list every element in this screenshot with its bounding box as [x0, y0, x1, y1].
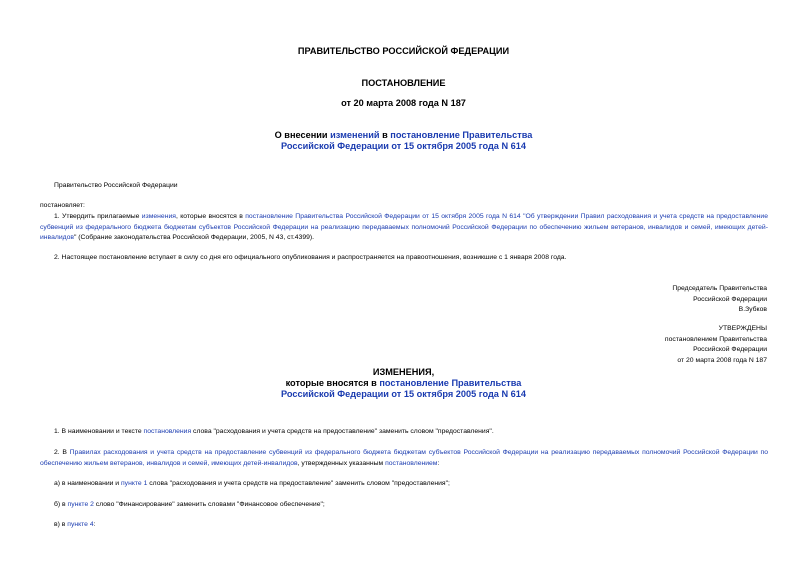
- change-item-v: [40, 520, 768, 531]
- government-heading: ПРАВИТЕЛЬСТВО РОССИЙСКОЙ ФЕДЕРАЦИИ: [297, 46, 510, 56]
- clause-1-link[interactable]: пункте 1: [120, 480, 148, 487]
- resolution-link[interactable]: постановлением: [385, 459, 438, 467]
- item-text: , утвержденных указанным: [297, 459, 386, 467]
- approval-block: [665, 324, 767, 366]
- item-text: б) в: [54, 501, 68, 508]
- subtitle-text: которые вносятся в: [285, 378, 380, 388]
- item-text: :: [93, 521, 96, 528]
- signature-block: [672, 284, 767, 316]
- change-item-b: [40, 500, 768, 511]
- subject-text: в: [379, 130, 391, 140]
- approval-line: Российской Федерации: [693, 346, 767, 353]
- resolution-link[interactable]: Российской Федерации от 15 октября 2005 года N 614: [281, 141, 526, 151]
- changes-link[interactable]: изменений: [330, 130, 380, 140]
- change-item-2: [40, 448, 768, 469]
- resolution-614-link[interactable]: постановление Правительства Российской Федерации от 15 октября 2005 года N 614 "Об утверждении Правил расходования и учета средств на предоставление субвенций из федерального бюджета бюджетам субъектов Российской Федерации на реализацию передаваемых полномочий Российской Федерации по обеспечению жильем ветеранов, инвалидов и семей, имеющих детей-инвалидов: [40, 213, 768, 241]
- item-text: слова "расходования и учета средств на предоставление" заменить словом "предоставления".: [191, 428, 494, 435]
- changes-heading: [0, 367, 807, 400]
- clause-2-link[interactable]: пункте 2: [67, 501, 94, 508]
- item-text: :: [437, 459, 440, 467]
- item-text: а) в наименовании и: [54, 480, 121, 487]
- paragraph-text: , которые вносятся в: [175, 213, 246, 220]
- approval-line: УТВЕРЖДЕНЫ: [718, 325, 767, 332]
- changes-link[interactable]: изменения: [141, 213, 176, 220]
- decrees-text: постановляет:: [40, 202, 85, 209]
- rules-link[interactable]: Правилах расходования и учета средств на предоставление субвенций из федерального бюджета бюджетам субъектов Российской Федерации на реализацию передаваемых полномочий Российской Федерации по обеспечению жильем ветеранов, инвалидов и семей, имеющих детей-инвалидов: [40, 449, 768, 467]
- item-text: 2. В: [54, 449, 70, 456]
- resolution-link[interactable]: постановления: [143, 428, 192, 435]
- changes-subtitle: [0, 378, 807, 389]
- item-text: слово "Финансирование" заменить словами "Финансовое обеспечение";: [93, 501, 325, 508]
- signature-title: Председатель Правительства: [672, 285, 767, 292]
- change-item-a: [40, 479, 768, 490]
- item-text: слова "расходования и учета средств на предоставление" заменить словом "предоставления";: [147, 480, 450, 487]
- intro-text: Правительство Российской Федерации: [54, 182, 178, 189]
- change-item-1: [40, 427, 768, 438]
- document-subject: [0, 130, 807, 152]
- resolution-link[interactable]: постановление Правительства: [390, 130, 533, 140]
- approval-line: от 20 марта 2008 года N 187: [677, 356, 767, 364]
- item-text: в) в: [54, 521, 68, 528]
- changes-subtitle: [0, 389, 807, 400]
- document-type: ПОСТАНОВЛЕНИЕ: [361, 78, 446, 88]
- subject-text: О внесении: [274, 130, 331, 140]
- signature-name: В.Зубков: [738, 306, 767, 313]
- paragraph-text: 1. Утвердить прилагаемые: [54, 213, 142, 220]
- signature-title: Российской Федерации: [693, 295, 767, 303]
- document-date: от 20 марта 2008 года N 187: [341, 98, 466, 108]
- item-text: 1. В наименовании и тексте: [54, 428, 144, 435]
- approval-line: постановлением Правительства: [664, 335, 767, 343]
- clause-4-link[interactable]: пункте 4: [67, 521, 94, 528]
- paragraph-2: 2. Настоящее постановление вступает в силу со дня его официального опубликования и распространяется на правоотношения, возникшие с 1 января 2008 года.: [54, 254, 567, 261]
- changes-title: ИЗМЕНЕНИЯ,: [372, 367, 435, 377]
- paragraph-text: " (Собрание законодательства Российской Федерации, 2005, N 43, ст.4399).: [73, 234, 315, 241]
- paragraph-1: [40, 212, 768, 244]
- resolution-link[interactable]: постановление Правительства: [379, 378, 522, 388]
- resolution-link[interactable]: Российской Федерации от 15 октября 2005 года N 614: [281, 389, 526, 399]
